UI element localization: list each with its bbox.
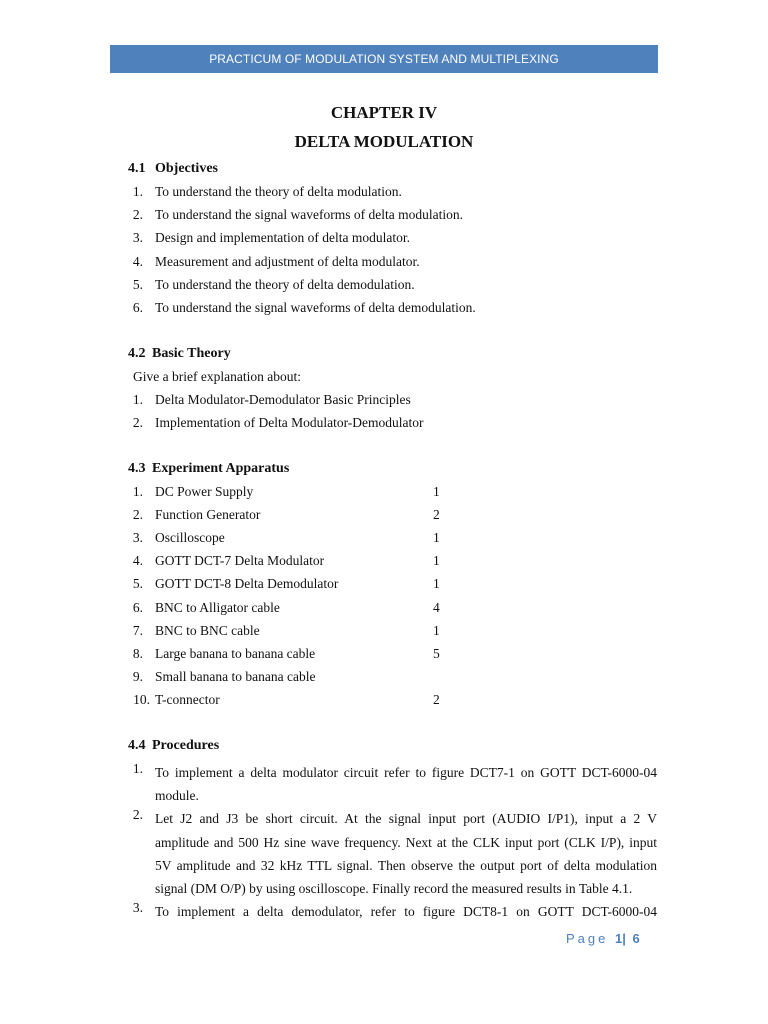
procedure-number: 1.: [132, 761, 143, 776]
section-title: Basic Theory: [152, 346, 231, 361]
apparatus-item-name: GOTT DCT-8 Delta Demodulator: [155, 576, 339, 592]
apparatus-item-name: Small banana to banana cable: [155, 668, 316, 684]
section-title: Procedures: [152, 738, 220, 753]
apparatus-item-quantity: 1: [433, 576, 440, 592]
theory-intro: Give a brief explanation about:: [133, 369, 301, 384]
list-item-number: 1.: [132, 392, 143, 407]
list-item-number: 2.: [132, 507, 143, 523]
apparatus-item-quantity: 2: [433, 507, 440, 523]
list-item-number: 9.: [132, 668, 143, 684]
list-item-number: 6.: [132, 300, 143, 315]
procedure-line: Let J2 and J3 be short circuit. At the signal input port (AUDIO I/P1), input a 2 V: [155, 811, 657, 827]
section-number: 4.1: [128, 161, 146, 176]
chapter-title: DELTA MODULATION: [294, 132, 474, 151]
procedure-line: signal (DM O/P) by using oscilloscope. Finally record the measured results in Table 4.1.: [155, 880, 633, 896]
apparatus-item-name: Oscilloscope: [155, 530, 225, 546]
theory-item: Implementation of Delta Modulator-Demodulator: [155, 415, 424, 431]
list-item-number: 2.: [132, 207, 143, 223]
objective-item: To understand the signal waveforms of delta modulation.: [155, 207, 463, 223]
list-item-number: 10.: [133, 691, 150, 707]
section-title: Experiment Apparatus: [152, 461, 290, 476]
chapter-number: CHAPTER IV: [330, 103, 438, 122]
procedure-item: [155, 900, 657, 923]
page-separator: |: [622, 931, 626, 946]
list-item-number: 1.: [132, 184, 143, 199]
procedure-line: To implement a delta modulator circuit refer to figure DCT7-1 on GOTT DCT-6000-04: [155, 765, 657, 780]
objective-item: To understand the theory of delta demodulation.: [155, 276, 415, 292]
apparatus-item-quantity: 5: [433, 645, 440, 661]
section-number: 4.3: [128, 461, 146, 476]
objective-item: Design and implementation of delta modulator.: [155, 230, 410, 246]
section-apparatus-heading: [128, 461, 289, 477]
procedure-number: 3.: [132, 900, 143, 916]
apparatus-item-quantity: 1: [433, 484, 440, 499]
list-item-number: 6.: [132, 599, 143, 615]
procedure-line: amplitude and 500 Hz sine wave frequency. Next at the CLK input port (CLK I/P), input: [155, 834, 657, 850]
section-number: 4.2: [128, 346, 146, 361]
apparatus-item-name: BNC to Alligator cable: [155, 599, 280, 615]
list-item-number: 5.: [132, 576, 143, 592]
list-item-number: 4.: [132, 553, 143, 569]
list-item-number: 7.: [132, 622, 143, 638]
procedure-number: 2.: [132, 807, 143, 823]
objective-item: To understand the signal waveforms of delta demodulation.: [155, 300, 476, 315]
list-item-number: 1.: [132, 484, 143, 499]
apparatus-item-name: T-connector: [155, 691, 220, 707]
list-item-number: 8.: [132, 645, 143, 661]
procedure-line: module.: [155, 788, 199, 804]
apparatus-item-quantity: 1: [433, 553, 440, 569]
objective-item: To understand the theory of delta modulation.: [155, 184, 402, 199]
apparatus-item-name: GOTT DCT-7 Delta Modulator: [155, 553, 325, 569]
page-footer: [566, 931, 640, 946]
list-item-number: 4.: [132, 253, 143, 269]
list-item-number: 3.: [132, 530, 143, 546]
apparatus-item-name: Function Generator: [155, 507, 261, 523]
section-procedures-heading: [128, 738, 219, 754]
list-item-number: 2.: [132, 415, 143, 431]
procedure-line: To implement a delta demodulator, refer to figure DCT8-1 on GOTT DCT-6000-04: [155, 904, 657, 920]
apparatus-item-name: DC Power Supply: [155, 484, 254, 499]
section-title: Objectives: [155, 161, 218, 176]
section-objectives-heading: [128, 161, 218, 177]
total-pages: 6: [632, 931, 640, 946]
list-item-number: 5.: [132, 276, 143, 292]
apparatus-item-name: Large banana to banana cable: [155, 645, 316, 661]
apparatus-item-quantity: 4: [433, 599, 440, 615]
running-header: PRACTICUM OF MODULATION SYSTEM AND MULTIPLEXING: [110, 45, 658, 73]
section-theory-heading: [128, 346, 231, 362]
list-item-number: 3.: [132, 230, 143, 246]
procedure-item: [155, 761, 657, 807]
procedure-line: 5V amplitude and 32 kHz TTL signal. Then observe the output port of delta modulation: [155, 857, 657, 873]
theory-item: Delta Modulator-Demodulator Basic Principles: [155, 392, 411, 407]
apparatus-item-quantity: 1: [433, 622, 440, 638]
objective-item: Measurement and adjustment of delta modulator.: [155, 253, 420, 269]
page-number: 1: [615, 931, 623, 946]
apparatus-item-name: BNC to BNC cable: [155, 622, 260, 638]
procedure-item: [155, 807, 657, 900]
apparatus-item-quantity: 1: [433, 530, 440, 546]
section-number: 4.4: [128, 738, 146, 753]
apparatus-item-quantity: 2: [433, 691, 440, 707]
page-word: Page: [566, 931, 609, 946]
